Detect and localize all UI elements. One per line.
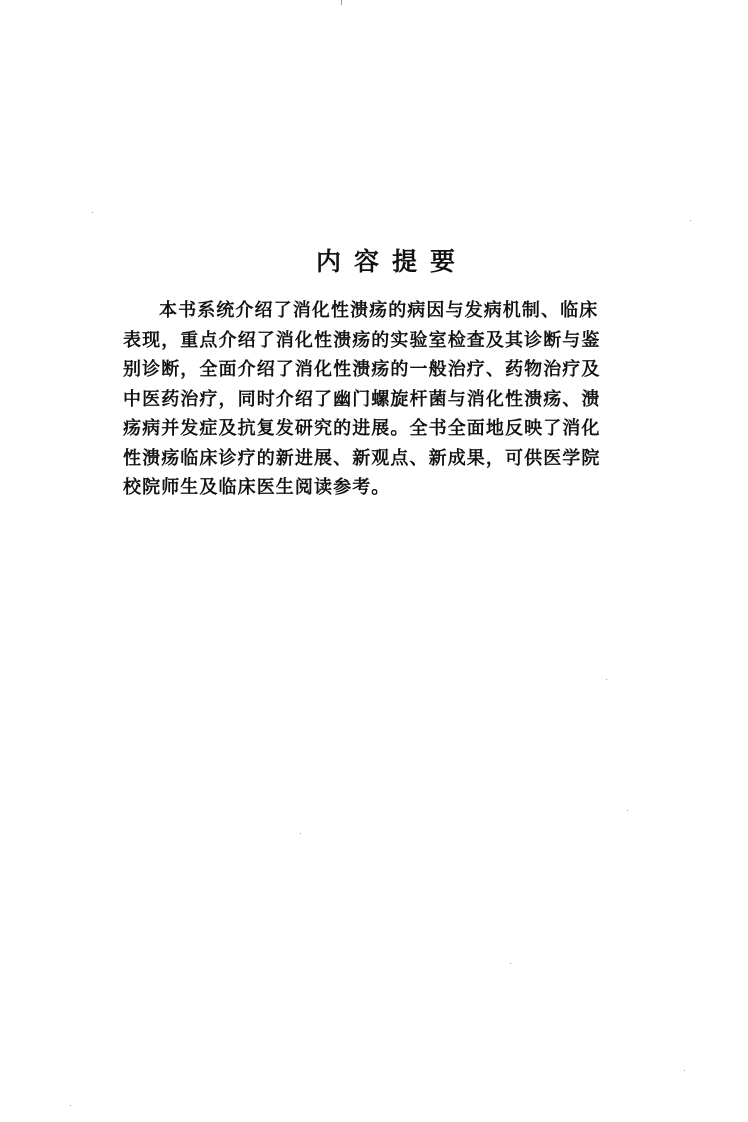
paragraph-line: 中医药治疗，同时介绍了幽门螺旋杆菌与消化性溃疡、溃 — [123, 388, 601, 410]
scan-speck — [92, 212, 93, 213]
scan-speck — [341, 0, 342, 5]
paragraph-line: 校院师生及临床医生阅读参考。 — [123, 477, 391, 498]
paragraph-line: 本书系统介绍了消化性溃疡的病因与发病机制、临床 — [159, 300, 599, 321]
scan-speck — [690, 220, 691, 221]
paragraph-line: 表现，重点介绍了消化性溃疡的实验室检查及其诊断与鉴 — [123, 329, 601, 351]
scan-speck — [606, 679, 607, 680]
page-title: 内容提要 — [315, 247, 468, 276]
paragraph-line: 别诊断，全面介绍了消化性溃疡的一般治疗、药物治疗及 — [123, 359, 601, 380]
scan-speck — [684, 1070, 685, 1071]
scan-speck — [300, 833, 301, 834]
scan-speck — [70, 1105, 71, 1106]
paragraph-line: 性溃疡临床诊疗的新进展、新观点、新成果，可供医学院 — [123, 447, 601, 469]
paragraph-line: 疡病并发症及抗复发研究的进展。全书全面地反映了消化 — [123, 418, 601, 439]
scan-speck — [627, 810, 628, 811]
summary-paragraph — [123, 296, 661, 503]
scan-speck — [510, 963, 511, 964]
